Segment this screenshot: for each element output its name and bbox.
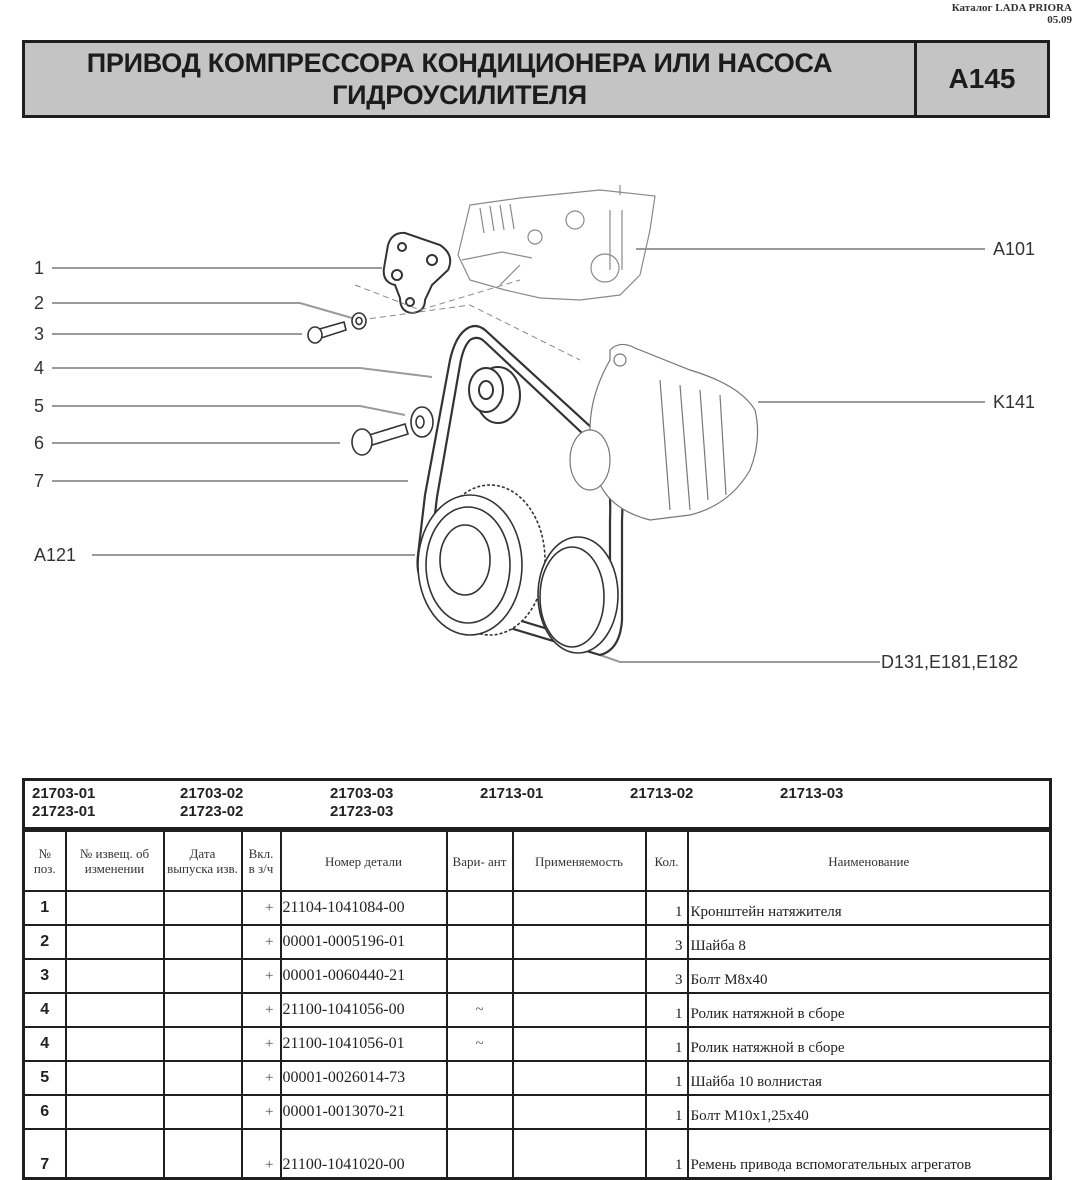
part-number: 00001-0005196-01	[281, 925, 447, 959]
part-name: Ролик натяжной в сборе	[688, 993, 1051, 1027]
table-row: 3 + 00001-0060440-21 3 Болт М8х40	[24, 959, 1051, 993]
part-name: Кронштейн натяжителя	[688, 891, 1051, 925]
washer-10-and-bolt	[352, 407, 433, 455]
table-row: 5 + 00001-0026014-73 1 Шайба 10 волнистая	[24, 1061, 1051, 1095]
col-header-pos: № поз.	[24, 831, 66, 891]
part-name: Ролик натяжной в сборе	[688, 1027, 1051, 1061]
page-title-line2: ГИДРОУСИЛИТЕЛЯ	[332, 80, 587, 110]
col-header-qty: Кол.	[646, 831, 688, 891]
callout-a121: A121	[34, 545, 77, 565]
part-name: Ремень привода вспомогательных агрегатов	[688, 1129, 1051, 1179]
callout-6: 6	[34, 433, 45, 453]
model-group-4: 21713-01	[480, 785, 544, 802]
part-number: 21104-1041084-00	[281, 891, 447, 925]
page-title-bar	[22, 40, 1050, 118]
model-applicability	[22, 778, 1052, 830]
callout-5: 5	[34, 396, 45, 416]
part-number: 21100-1041020-00	[281, 1129, 447, 1179]
page-title	[25, 43, 917, 115]
part-name: Шайба 8	[688, 925, 1051, 959]
callout-7: 7	[34, 471, 45, 491]
col-header-incl: Вкл. в з/ч	[242, 831, 281, 891]
callout-4: 4	[34, 358, 45, 378]
col-header-part-number: Номер детали	[281, 831, 447, 891]
col-header-date: Дата выпуска изв.	[164, 831, 242, 891]
table-row: 2 + 00001-0005196-01 3 Шайба 8	[24, 925, 1051, 959]
col-header-variant: Вари- ант	[447, 831, 513, 891]
callout-a101: A101	[993, 239, 1036, 259]
exploded-diagram	[0, 140, 1080, 700]
table-header-row	[24, 831, 1051, 891]
parts-table	[22, 830, 1052, 1180]
callout-k141: K141	[993, 392, 1036, 412]
part-name: Шайба 10 волнистая	[688, 1061, 1051, 1095]
model-group-1: 21703-01 21723-01	[32, 785, 96, 820]
col-header-applicability: Применяемость	[513, 831, 646, 891]
engine-block-sketch	[458, 185, 655, 300]
table-row: 4 + 21100-1041056-01 ~ 1 Ролик натяжной в сборе	[24, 1027, 1051, 1061]
callout-2: 2	[34, 293, 45, 313]
compressor-pulley	[538, 537, 618, 653]
col-header-name: Наименование	[688, 831, 1051, 891]
catalog-meta	[952, 2, 1072, 26]
tensioner-roller	[469, 367, 520, 423]
model-group-2: 21703-02 21723-02	[180, 785, 244, 820]
table-row: 6 + 00001-0013070-21 1 Болт М10х1,25х40	[24, 1095, 1051, 1129]
part-number: 00001-0013070-21	[281, 1095, 447, 1129]
part-number: 00001-0026014-73	[281, 1061, 447, 1095]
part-name: Болт М8х40	[688, 959, 1051, 993]
model-group-5: 21713-02	[630, 785, 694, 802]
crankshaft-pulley	[418, 485, 545, 635]
part-number: 00001-0060440-21	[281, 959, 447, 993]
callout-1: 1	[34, 258, 45, 278]
model-group-3: 21703-03 21723-03	[330, 785, 394, 820]
washer-8-and-bolt	[308, 313, 366, 343]
part-number: 21100-1041056-00	[281, 993, 447, 1027]
catalog-name: Каталог LADA PRIORA	[951, 2, 1072, 14]
col-header-notice: № извещ. об изменении	[66, 831, 164, 891]
part-name: Болт М10х1,25х40	[688, 1095, 1051, 1129]
catalog-edition: 05.09	[1047, 14, 1072, 26]
callout-d131-e181-e182: D131,E181,E182	[881, 652, 1019, 672]
tensioner-bracket	[384, 233, 450, 313]
table-row: 7 + 21100-1041020-00 1 Ремень привода вспомогательных агрегатов	[24, 1129, 1051, 1179]
table-row: 1 + 21104-1041084-00 1 Кронштейн натяжителя	[24, 891, 1051, 925]
model-group-6: 21713-03	[780, 785, 844, 802]
alternator-sketch	[570, 344, 758, 520]
table-row: 4 + 21100-1041056-00 ~ 1 Ролик натяжной в сборе	[24, 993, 1051, 1027]
page-title-line1: ПРИВОД КОМПРЕССОРА КОНДИЦИОНЕРА ИЛИ НАСОСА	[86, 48, 833, 78]
section-code: A145	[948, 63, 1016, 94]
drive-assembly-drawing	[0, 140, 1080, 700]
part-number: 21100-1041056-01	[281, 1027, 447, 1061]
callout-3: 3	[34, 324, 45, 344]
